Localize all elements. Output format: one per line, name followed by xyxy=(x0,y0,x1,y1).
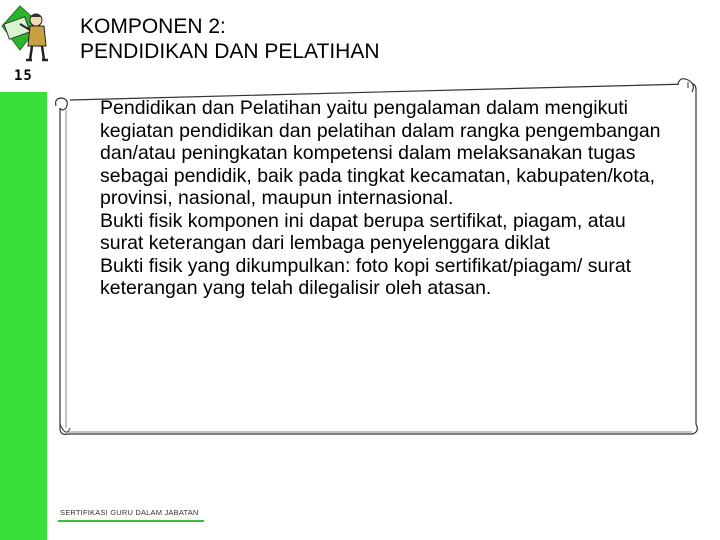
content-text xyxy=(100,97,670,300)
title-line-1: KOMPONEN 2: xyxy=(80,15,226,38)
slide-title xyxy=(80,14,640,64)
footer-label: SERTIFIKASI GURU DALAM JABATAN xyxy=(60,508,199,517)
paragraph-collected-evidence: Bukti fisik yang dikumpulkan: foto kopi sertifikat/piagam/ surat keterangan yang telah dilegalisir oleh atasan. xyxy=(100,254,632,299)
paragraph-evidence: Bukti fisik komponen ini dapat berupa sertifikat, piagam, atau surat keterangan dari lembaga penyelenggara diklat xyxy=(100,209,626,254)
paragraph-definition: Pendidikan dan Pelatihan yaitu pengalaman dalam mengikuti kegiatan pendidikan dan pelatihan dalam rangka pengembangan dan/atau peningkatan kompetensi dalam melaksanakan tugas sebagai pendidik, baik pada tingkat kecamatan, kabupaten/kota, provinsi, nasional, maupun internasional. xyxy=(100,97,661,209)
teacher-cartoon-logo xyxy=(0,2,52,66)
footer-underline xyxy=(58,520,204,522)
title-line-2: PENDIDIKAN DAN PELATIHAN xyxy=(80,40,380,63)
slide-number: 15 xyxy=(14,68,33,84)
